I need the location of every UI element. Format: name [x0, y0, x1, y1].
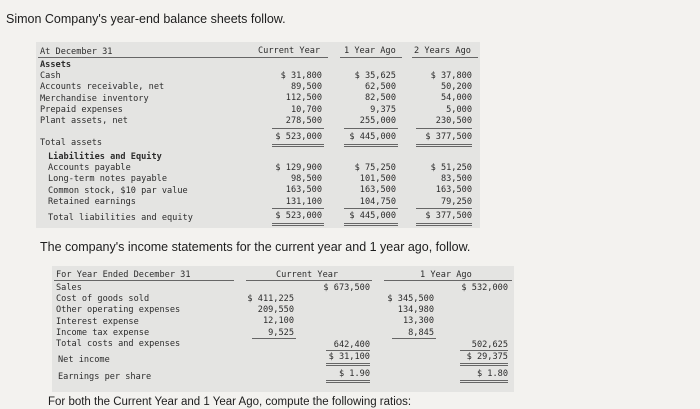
cell: $ 31,800	[280, 71, 322, 81]
total-liabilities-label: Total liabilities and equity	[48, 213, 193, 223]
income-labels	[56, 283, 180, 350]
net-income-label: Net income	[58, 355, 110, 365]
row-label: Prepaid expenses	[40, 104, 123, 115]
cell: 82,500	[364, 93, 396, 104]
cell: 9,375	[370, 104, 396, 115]
total-assets-current-year: $ 523,000	[275, 132, 322, 142]
cell: 98,500	[290, 174, 322, 185]
cell: 10,700	[290, 104, 322, 115]
row-label: Other operating expenses	[56, 305, 181, 316]
cell: $ 411,225	[247, 294, 294, 304]
assets-labels	[40, 60, 164, 127]
cell: 134,980	[397, 305, 434, 316]
row-label: Long-term notes payable	[48, 174, 167, 185]
eps-1-year-ago: $ 1.80	[476, 369, 508, 379]
total-assets-1-year-ago: $ 445,000	[349, 132, 396, 142]
intro-text: Simon Company's year-end balance sheets follow.	[6, 12, 286, 26]
row-label: Accounts receivable, net	[40, 82, 165, 93]
cell: 209,550	[257, 305, 294, 316]
liabilities-current-year	[264, 163, 322, 208]
cell: 104,750	[359, 196, 396, 207]
expenses-1-year-ago	[384, 294, 434, 339]
cell: 101,500	[359, 174, 396, 185]
cell: 163,500	[435, 185, 472, 196]
cell: 131,100	[285, 196, 322, 207]
cell: 9,525	[268, 327, 294, 338]
row-label: Interest expense	[56, 316, 139, 327]
liabilities-1-year-ago	[338, 163, 396, 208]
cell: 163,500	[359, 185, 396, 196]
total-assets-label: Total assets	[40, 138, 103, 148]
row-label: Common stock, $10 par value	[48, 185, 188, 196]
cell: 230,500	[435, 115, 472, 126]
row-label: Cash	[40, 71, 61, 82]
column-header-2-years-ago: 2 Years Ago	[414, 46, 471, 56]
row-label: Retained earnings	[48, 196, 136, 207]
total-liab-1-year-ago: $ 445,000	[349, 211, 396, 221]
cell: $ 129,900	[275, 163, 322, 173]
column-header-current-year: Current Year	[258, 46, 321, 56]
liabilities-2-years-ago	[412, 163, 472, 208]
assets-current-year	[264, 71, 322, 127]
income-intro-text: The company's income statements for the current year and 1 year ago, follow.	[40, 240, 471, 254]
row-label: Income tax expense	[56, 327, 150, 338]
cell: 50,200	[440, 82, 472, 93]
cell: 83,500	[440, 174, 472, 185]
cell: $ 345,500	[387, 294, 434, 304]
cell: 13,300	[402, 316, 434, 327]
row-label: Accounts payable	[48, 163, 131, 174]
total-liab-2-years-ago: $ 377,500	[425, 211, 472, 221]
row-label: Plant assets, net	[40, 116, 128, 127]
total-costs-label: Total costs and expenses	[56, 339, 181, 350]
sales-1-year-ago: $ 532,000	[461, 283, 508, 293]
assets-1-year-ago	[338, 71, 396, 127]
income-label-header: For Year Ended December 31	[56, 270, 191, 280]
total-costs-1-year-ago: 502,625	[471, 340, 508, 350]
row-label: Merchandise inventory	[40, 93, 149, 104]
row-label: Cost of goods sold	[56, 294, 150, 305]
cell: $ 35,625	[354, 71, 396, 81]
assets-heading: Assets	[40, 60, 72, 70]
footer-text: For both the Current Year and 1 Year Ago, compute the following ratios:	[48, 396, 412, 408]
assets-2-years-ago	[412, 71, 472, 127]
liabilities-labels	[48, 152, 188, 208]
liabilities-heading: Liabilities and Equity	[48, 152, 162, 162]
cell: 278,500	[285, 115, 322, 126]
cell: 62,500	[364, 82, 396, 93]
net-income-current-year: $ 31,100	[328, 352, 370, 362]
income-column-current-year: Current Year	[276, 270, 339, 280]
eps-current-year: $ 1.90	[338, 369, 370, 379]
expenses-current-year	[244, 294, 294, 339]
cell: 79,250	[440, 196, 472, 207]
income-column-1-year-ago: 1 Year Ago	[420, 270, 472, 280]
cell: $ 75,250	[354, 163, 396, 173]
net-income-1-year-ago: $ 29,375	[466, 352, 508, 362]
cell: $ 51,250	[430, 163, 472, 173]
eps-label: Earnings per share	[58, 372, 152, 382]
cell: 255,000	[359, 115, 396, 126]
column-header-1-year-ago: 1 Year Ago	[344, 46, 396, 56]
total-liab-current-year: $ 523,000	[275, 211, 322, 221]
cell: 163,500	[285, 185, 322, 196]
sales-current-year: $ 673,500	[323, 283, 370, 293]
cell: 12,100	[262, 316, 294, 327]
cell: 54,000	[440, 93, 472, 104]
cell: $ 37,800	[430, 71, 472, 81]
balance-sheet-label-header: At December 31	[40, 47, 113, 57]
total-costs-current-year: 642,400	[333, 340, 370, 350]
cell: 112,500	[285, 93, 322, 104]
cell: 89,500	[290, 82, 322, 93]
cell: 8,845	[408, 327, 434, 338]
sales-label: Sales	[56, 283, 82, 293]
total-assets-2-years-ago: $ 377,500	[425, 132, 472, 142]
cell: 5,000	[446, 104, 472, 115]
